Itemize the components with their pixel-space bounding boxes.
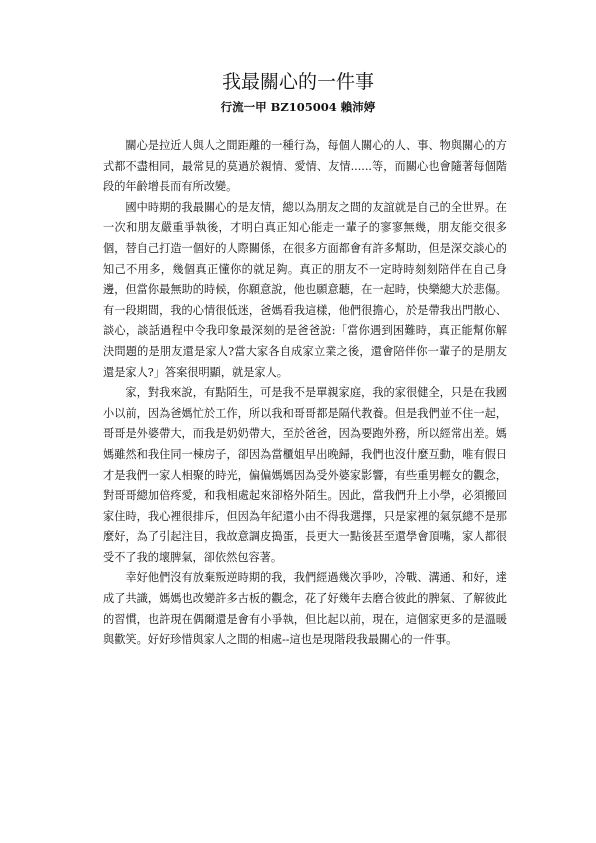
essay-body xyxy=(103,136,507,651)
author-byline: 行流一甲 BZ105004 賴沛婷 xyxy=(220,100,376,114)
paragraph-4: 幸好他們沒有放棄叛逆時期的我，我們經過幾次爭吵，冷戰、溝通、和好，達成了共識，媽媽也改變許多古板的觀念，花了好幾年去磨合彼此的脾氣、了解彼此的習慣，也許現在偶爾還是會有小爭執，但比起以前，現在，這個家更多的是溫暖與歡笑。好好珍惜與家人之間的相處--這也是現階段我最關心的一件事。 xyxy=(103,571,507,647)
paragraph-2: 國中時期的我最關心的是友情，總以為朋友之間的友誼就是自己的全世界。在一次和朋友嚴重爭執後，才明白真正知心能走一輩子的寥寥無幾，朋友能交很多個，替自己打造一個好的人際關係，在很多方面都會有許多幫助，但是深交談心的知己不用多，幾個真正懂你的就足夠。真正的朋友不一定時時刻刻陪伴在自己身邊，但當你最無助的時候，你願意說，他也願意聽，在一起時，快樂總大於悲傷。有一段期間，我的心情很低迷，爸媽看我這樣，他們很擔心，於是帶我出門散心、談心，談話過程中令我印象最深刻的是爸爸說:「當你遇到困難時，真正能幫你解決問題的是朋友還是家人?當大家各自成家立業之後，還會陪伴你一輩子的是朋友還是家人?」答案很明顯，就是家人。 xyxy=(103,200,507,379)
paragraph-1: 關心是拉近人與人之間距離的一種行為，每個人關心的人、事、物與關心的方式都不盡相同，最常見的莫過於親情、愛情、友情......等，而關心也會隨著每個階段的年齡增長而有所改變。 xyxy=(103,139,507,194)
paragraph-3: 家，對我來說，有點陌生，可是我不是單親家庭，我的家很健全，只是在我國小以前，因為爸媽忙於工作，所以我和哥哥都是隔代教養。但是我們並不住一起，哥哥是外婆帶大，而我是奶奶帶大，至於爸爸，因為要跑外務，所以經常出差。媽媽雖然和我住同一棟房子，卻因為當櫃姐早出晚歸，我們也沒什麼互動，唯有假日才是我們一家人相聚的時光，偏偏媽媽因為受外婆家影響，有些重男輕女的觀念，對哥哥總加倍疼愛，和我相處起來卻格外陌生。因此，當我們升上小學，必須搬回家住時，我心裡很排斥，但因為年紀還小由不得我選擇，只是家裡的氣氛總不是那麼好，為了引起注目，我故意調皮搗蛋，長更大一點後甚至還學會頂嘴，家人都很受不了我的壞脾氣，卻依然包容著。 xyxy=(103,386,507,564)
document-title: 我最關心的一件事 xyxy=(221,71,374,93)
